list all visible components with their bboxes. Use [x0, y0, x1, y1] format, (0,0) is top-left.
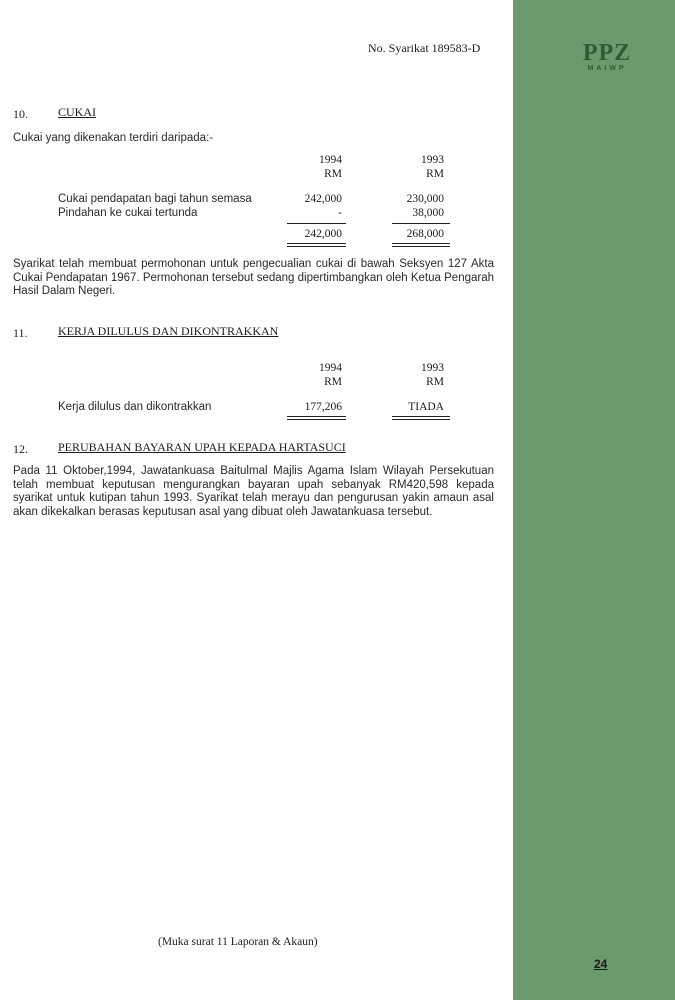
page-number: 24: [594, 957, 608, 971]
s11-row-1994: 177,206: [304, 401, 342, 413]
s10-total-1994: 242,000: [304, 228, 342, 240]
logo-sub-text: MAIWP: [587, 65, 627, 72]
s11-rule-1993-a: [392, 416, 450, 417]
s11-col-1993-unit: RM: [426, 376, 444, 388]
s10-rule-bottom-1994-b: [287, 246, 346, 247]
s10-rule-bottom-1994-a: [287, 243, 346, 244]
s10-row-1-1993: 230,000: [406, 193, 444, 205]
s10-col-1994-year: 1994: [319, 154, 342, 166]
s10-col-1993-unit: RM: [426, 168, 444, 180]
s11-rule-1993-b: [392, 419, 450, 420]
ppz-logo: [572, 42, 642, 73]
s10-total-1993: 268,000: [406, 228, 444, 240]
logo-main-text: PPZ: [582, 40, 632, 66]
section-10-title: CUKAI: [58, 105, 96, 119]
s10-col-1994-unit: RM: [324, 168, 342, 180]
s11-rule-1994-b: [287, 419, 346, 420]
s11-rule-1994-a: [287, 416, 346, 417]
s10-rule-top-1993: [392, 223, 450, 224]
footer-note: (Muka surat 11 Laporan & Akaun): [158, 936, 318, 948]
s10-rule-bottom-1993-a: [392, 243, 450, 244]
green-sidebar: [513, 0, 675, 1000]
company-number: No. Syarikat 189583-D: [368, 41, 481, 55]
s11-row-label: Kerja dilulus dan dikontrakkan: [58, 401, 212, 413]
s10-row-2-1993: 38,000: [412, 207, 444, 219]
s10-rule-bottom-1993-b: [392, 246, 450, 247]
s10-row-2-1994: -: [338, 207, 342, 219]
section-11-number: 11.: [13, 326, 28, 340]
s10-rule-top-1994: [287, 223, 346, 224]
section-12-paragraph: Pada 11 Oktober,1994, Jawatankuasa Baitulmal Majlis Agama Islam Wilayah Persekutuan telah membuat keputusan mengurangkan bayaran upah sebanyak RM420,598 kepada syarikat untuk kutipan tahun 1993. Syarikat telah merayu dan pengurusan yakin amaun asal akan dikekalkan berasas keputusan asal yang dibuat oleh Jawatankuasa tersebut.: [13, 465, 494, 518]
s11-col-1994-unit: RM: [324, 376, 342, 388]
s10-row-1-1994: 242,000: [304, 193, 342, 205]
s10-row-2-label: Pindahan ke cukai tertunda: [58, 207, 198, 219]
s10-row-1-label: Cukai pendapatan bagi tahun semasa: [58, 193, 252, 205]
section-12-number: 12.: [13, 442, 28, 456]
section-10-paragraph: Syarikat telah membuat permohonan untuk pengecualian cukai di bawah Seksyen 127 Akta Cukai Pendapatan 1967. Permohonan tersebut sedang dipertimbangkan oleh Ketua Pengarah Hasil Dalam Negeri.: [13, 258, 494, 297]
s11-row-1993: TIADA: [408, 401, 444, 413]
s10-col-1993-year: 1993: [421, 154, 444, 166]
section-12-title: PERUBAHAN BAYARAN UPAH KEPADA HARTASUCI: [58, 440, 346, 454]
section-11-title: KERJA DILULUS DAN DIKONTRAKKAN: [58, 324, 279, 338]
s11-col-1994-year: 1994: [319, 362, 342, 374]
section-10-intro: Cukai yang dikenakan terdiri daripada:-: [13, 132, 214, 144]
section-10-number: 10.: [13, 107, 28, 121]
s11-col-1993-year: 1993: [421, 362, 444, 374]
